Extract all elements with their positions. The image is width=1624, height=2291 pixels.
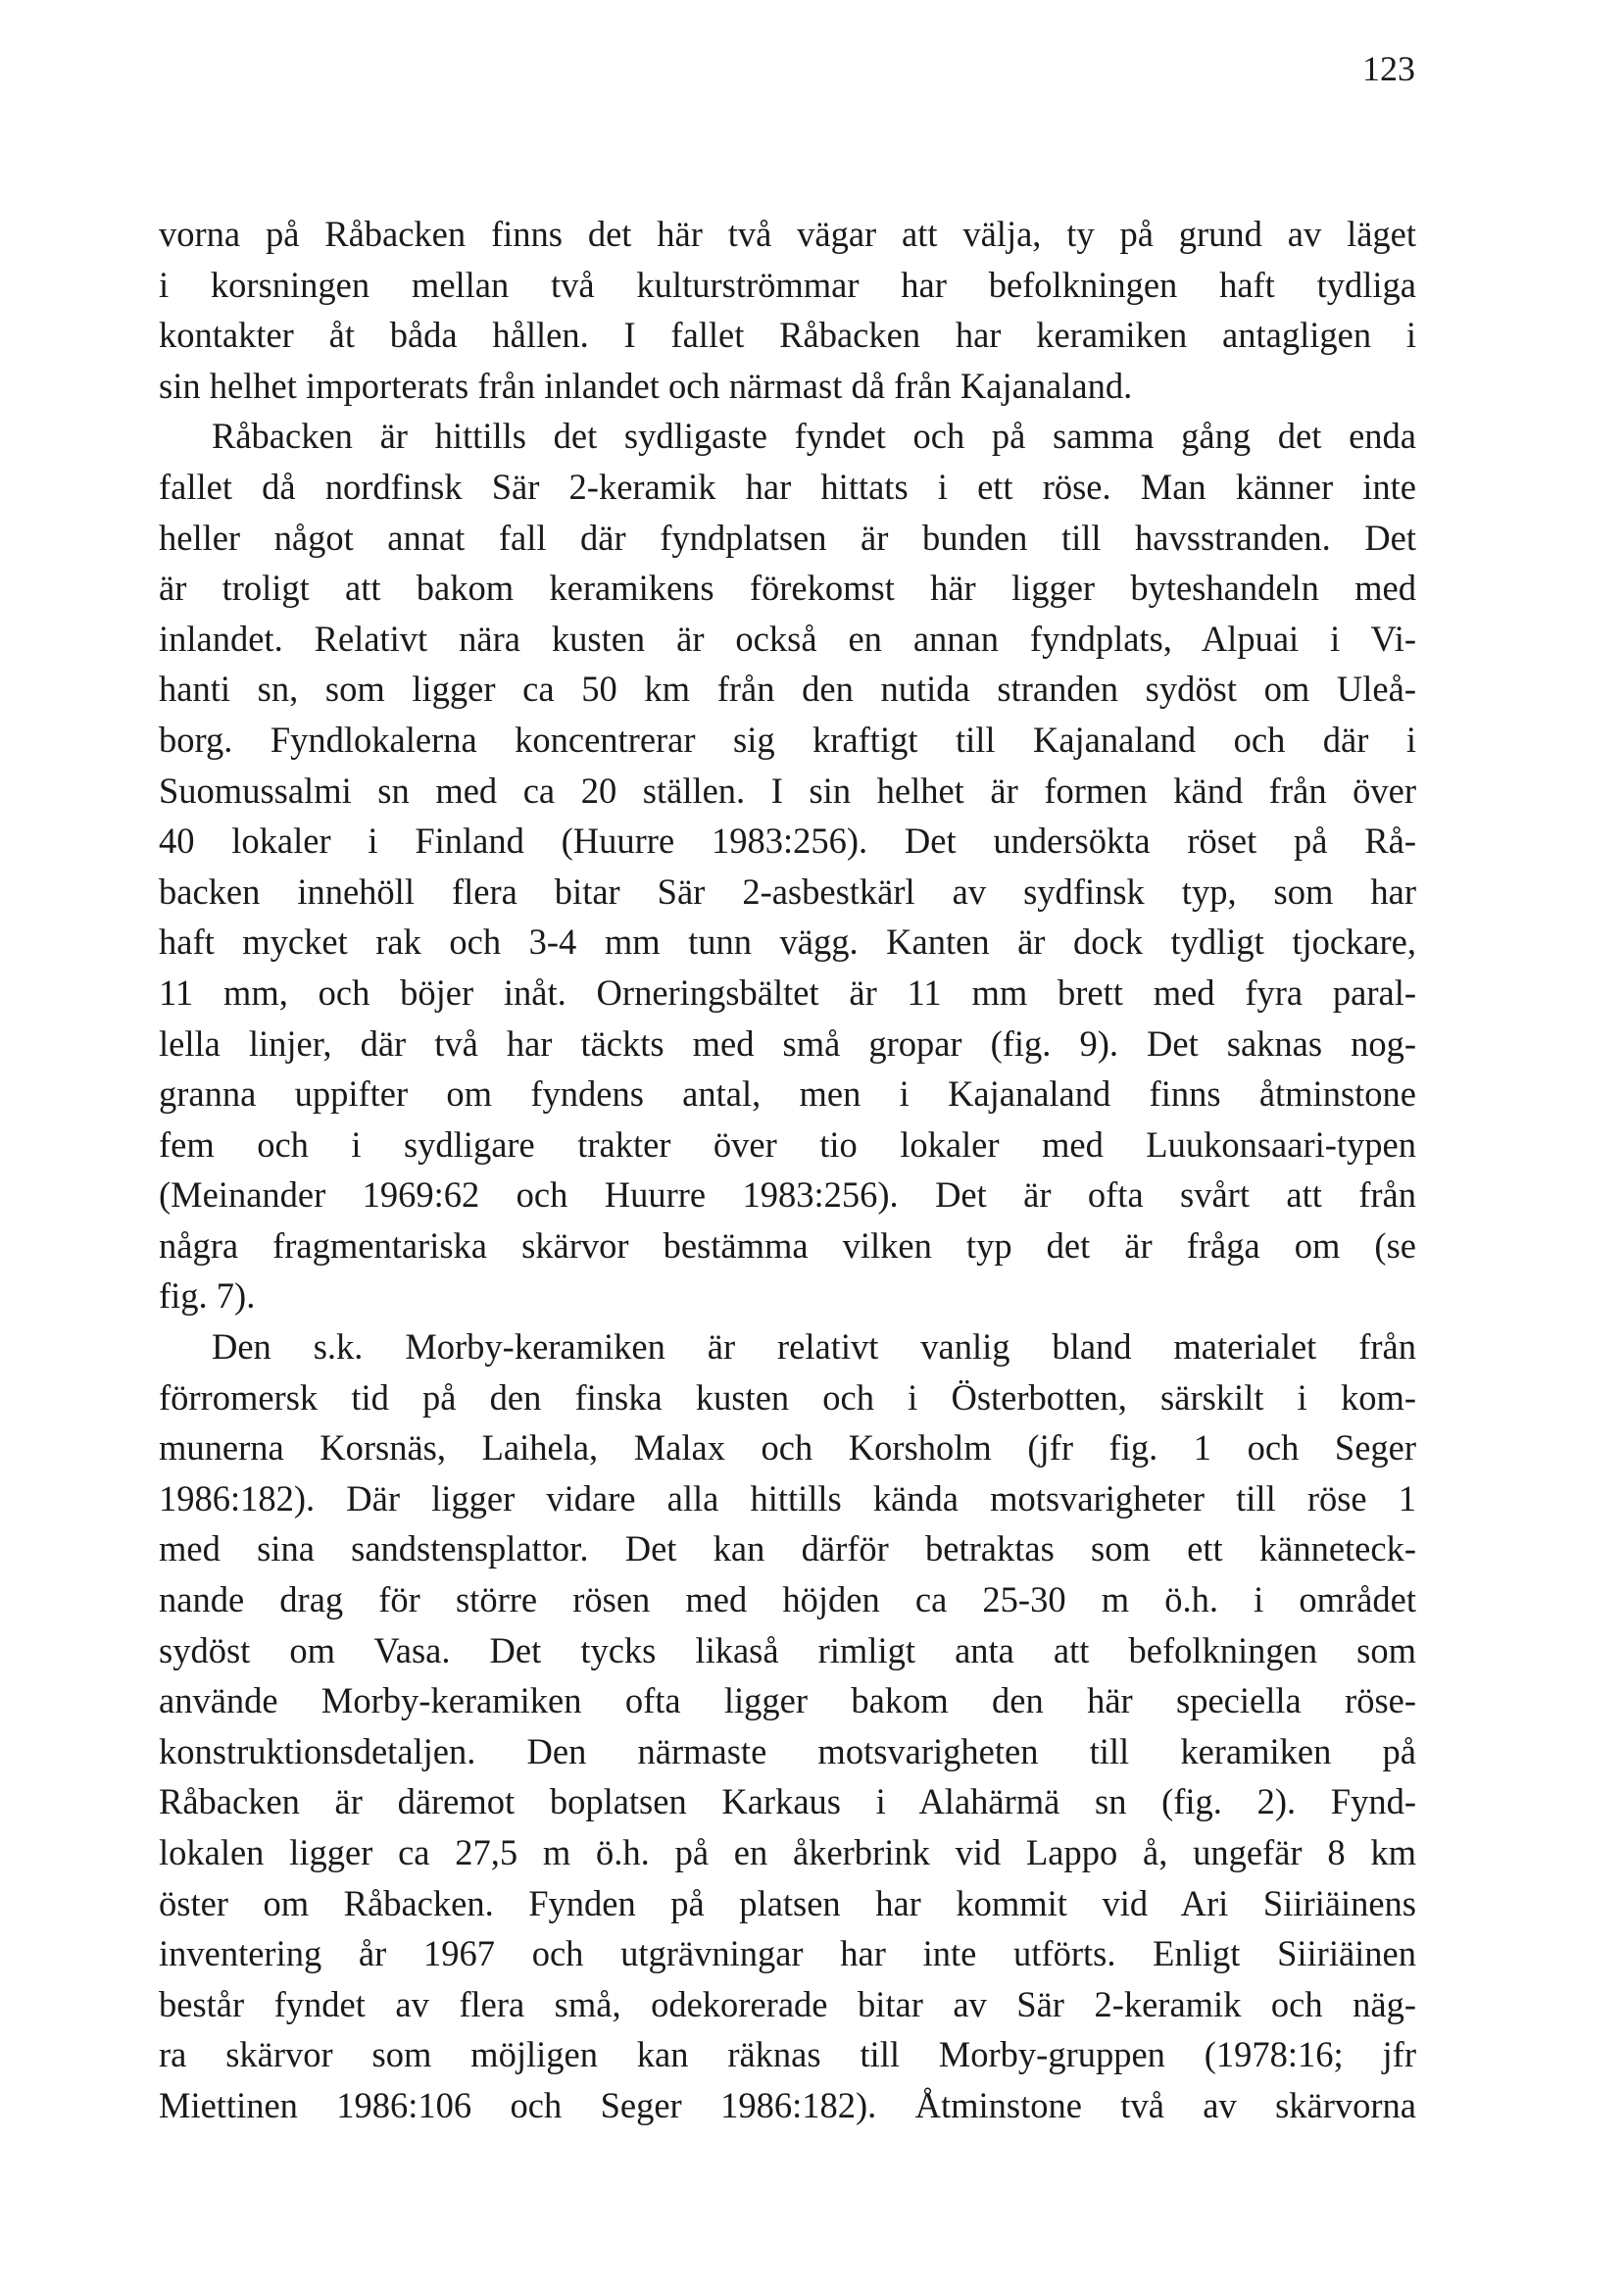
text-line: sydöst om Vasa. Det tycks likaså rimligt anta att befolkningen som (159, 1629, 1416, 1670)
text-line: nande drag för större rösen med höjden ca 25-30 m ö.h. i området (159, 1579, 1416, 1620)
text-line: 11 mm, och böjer inåt. Orneringsbältet är 11 mm brett med fyra paral- (159, 971, 1416, 1013)
text-line: konstruktionsdetaljen. Den närmaste motsvarigheten till keramiken på (159, 1730, 1416, 1771)
text-line: heller något annat fall där fyndplatsen är bunden till havsstranden. Det (159, 517, 1416, 558)
text-line: inlandet. Relativt nära kusten är också en annan fyndplats, Alpuai i Vi- (159, 618, 1416, 659)
text-line: munerna Korsnäs, Laihela, Malax och Korsholm (jfr fig. 1 och Seger (159, 1427, 1416, 1469)
text-line: består fyndet av flera små, odekorerade bitar av Sär 2-keramik och näg- (159, 1983, 1416, 2024)
text-line: Råbacken är däremot boplatsen Karkaus i Alahärmä sn (fig. 2). Fynd- (159, 1781, 1416, 1822)
text-line: backen innehöll flera bitar Sär 2-asbestkärl av sydfinsk typ, som har (159, 871, 1416, 912)
text-line: några fragmentariska skärvor bestämma vilken typ det är fråga om (se (159, 1224, 1416, 1266)
text-line: ra skärvor som möjligen kan räknas till Morby-gruppen (1978:16; jfr (159, 2034, 1416, 2075)
text-line: i korsningen mellan två kulturströmmar har befolkningen haft tydliga (159, 264, 1416, 305)
text-line: inventering år 1967 och utgrävningar har inte utförts. Enligt Siiriäinen (159, 1933, 1416, 1974)
text-line: 1986:182). Där ligger vidare alla hittills kända motsvarigheter till röse 1 (159, 1477, 1416, 1519)
text-line: Råbacken är hittills det sydligaste fyndet och på samma gång det enda (212, 416, 1416, 457)
text-line: hanti sn, som ligger ca 50 km från den nutida stranden sydöst om Uleå- (159, 669, 1416, 710)
body-text (159, 209, 1416, 2131)
text-line: är troligt att bakom keramikens förekomst här ligger byteshandeln med (159, 568, 1416, 609)
text-line: fem och i sydligare trakter över tio lokaler med Luukonsaari-typen (159, 1123, 1416, 1165)
text-line: Den s.k. Morby-keramiken är relativt vanlig bland materialet från (212, 1326, 1416, 1368)
text-line: Suomussalmi sn med ca 20 ställen. I sin helhet är formen känd från över (159, 770, 1416, 811)
text-line: kontakter åt båda hållen. I fallet Råbacken har keramiken antagligen i (159, 315, 1416, 356)
page-number: 123 (1362, 49, 1415, 88)
text-line: (Meinander 1969:62 och Huurre 1983:256). Det är ofta svårt att från (159, 1174, 1416, 1216)
text-line: sin helhet importerats från inlandet och närmast då från Kajanaland. (159, 365, 1133, 406)
text-line: granna uppifter om fyndens antal, men i Kajanaland finns åtminstone (159, 1073, 1416, 1115)
text-line: borg. Fyndlokalerna koncentrerar sig kraftigt till Kajanaland och där i (159, 719, 1416, 760)
text-line: lella linjer, där två har täckts med små gropar (fig. 9). Det saknas nog- (159, 1022, 1416, 1064)
text-line: öster om Råbacken. Fynden på platsen har kommit vid Ari Siiriäinens (159, 1882, 1416, 1923)
text-line: Miettinen 1986:106 och Seger 1986:182). Åtminstone två av skärvorna (159, 2084, 1416, 2125)
text-line: 40 lokaler i Finland (Huurre 1983:256). Det undersökta röset på Rå- (159, 821, 1416, 862)
text-line: haft mycket rak och 3-4 mm tunn vägg. Kanten är dock tydligt tjockare, (159, 921, 1416, 963)
text-line: förromersk tid på den finska kusten och i Österbotten, särskilt i kom- (159, 1376, 1416, 1418)
text-line: fallet då nordfinsk Sär 2-keramik har hittats i ett röse. Man känner inte (159, 466, 1416, 507)
text-line: använde Morby-keramiken ofta ligger bakom den här speciella röse- (159, 1680, 1416, 1721)
text-line: vorna på Råbacken finns det här två vägar att välja, ty på grund av läget (159, 214, 1416, 254)
text-line: med sina sandstensplattor. Det kan därför betraktas som ett känneteck- (159, 1528, 1416, 1569)
text-line: lokalen ligger ca 27,5 m ö.h. på en åkerbrink vid Lappo å, ungefär 8 km (159, 1832, 1416, 1872)
text-line: fig. 7). (159, 1275, 256, 1317)
